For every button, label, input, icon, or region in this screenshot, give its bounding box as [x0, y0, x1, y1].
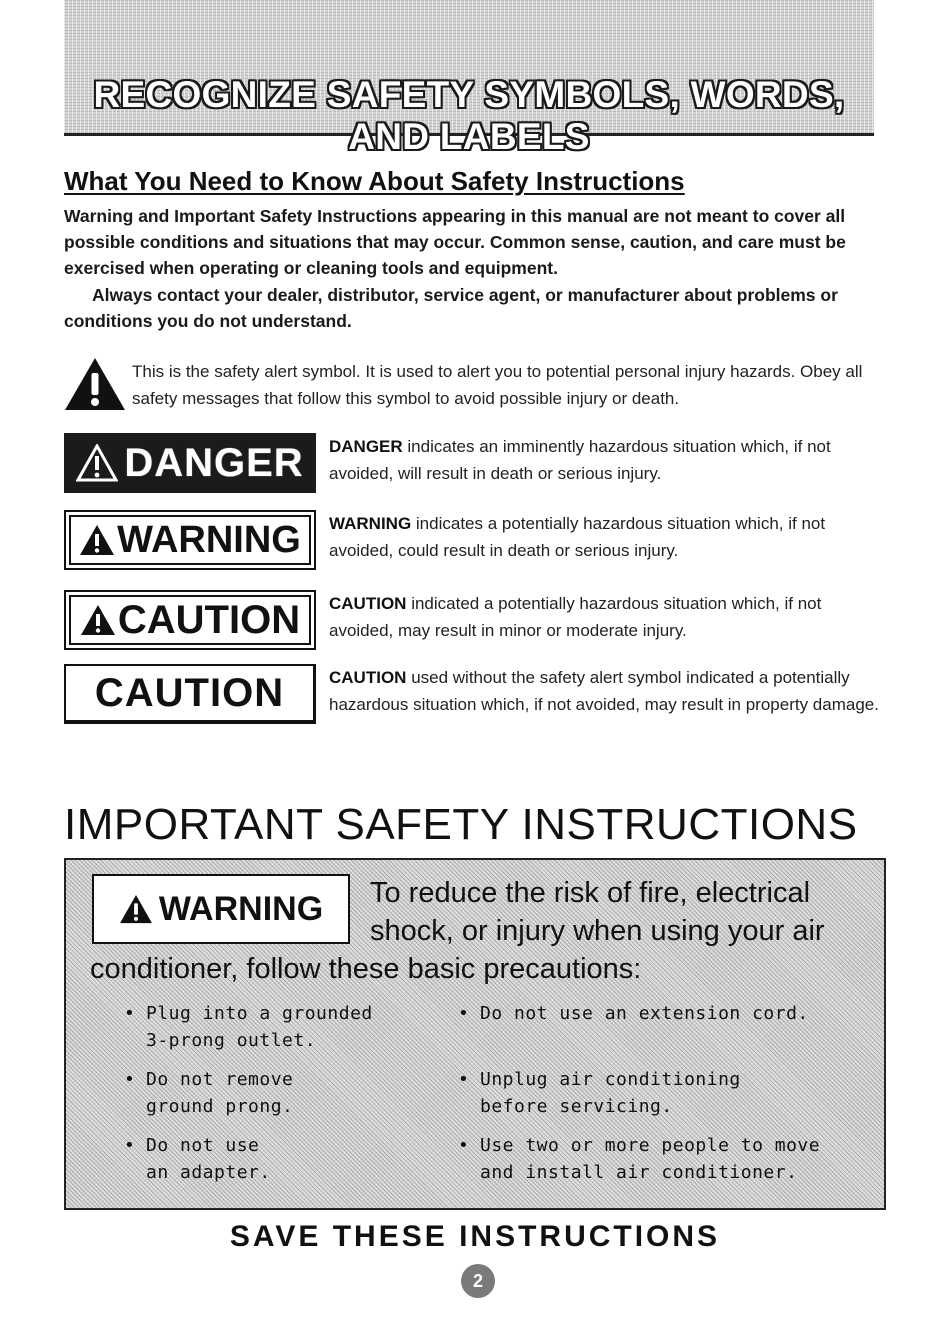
safety-alert-row — [64, 356, 884, 416]
safety-alert-triangle-icon — [64, 356, 126, 412]
danger-alert-icon — [76, 444, 118, 482]
precaution-line: an adapter. — [146, 1162, 271, 1183]
precaution-item — [124, 1000, 373, 1054]
precaution-line: Do not remove — [146, 1069, 294, 1090]
safety-alert-text: This is the safety alert symbol. It is used to alert you to potential personal injury hazards. Obey all safety messages that follow this symbol to avoid possible injury or death. — [132, 362, 863, 408]
warning-alert-icon — [79, 524, 115, 556]
important-heading: IMPORTANT SAFETY INSTRUCTIONS — [64, 800, 858, 849]
warning-term: WARNING — [329, 514, 412, 533]
bullet: • — [124, 1135, 136, 1156]
page-number: 2 — [461, 1264, 495, 1298]
precaution-item — [124, 1066, 293, 1120]
caution-plain-description — [329, 664, 889, 718]
save-instructions: SAVE THESE INSTRUCTIONS — [229, 1220, 721, 1253]
caution-alert-icon — [80, 604, 116, 636]
intro-paragraph-2: Always contact your dealer, distributor, service agent, or manufacturer about problems or conditions you do not understand. — [64, 285, 838, 331]
header-banner — [64, 0, 874, 157]
precaution-line: ground prong. — [146, 1096, 294, 1117]
bullet: • — [458, 1003, 470, 1024]
panel-warning-alert-icon — [119, 894, 153, 924]
precaution-line: Use two or more people to move — [480, 1135, 821, 1156]
danger-term: DANGER — [329, 437, 403, 456]
precaution-line: Plug into a grounded — [146, 1003, 373, 1024]
intro-paragraph-1: Warning and Important Safety Instructions appearing in this manual are not meant to cover all possible conditions and situations that may occur. Common sense, caution, and care must be exercised when operating or cleaning tools and equipment. — [64, 206, 846, 278]
danger-word: DANGER — [124, 440, 304, 485]
danger-label — [64, 433, 316, 493]
precaution-item — [458, 1000, 809, 1027]
bullet: • — [458, 1069, 470, 1090]
warning-label — [64, 510, 316, 570]
panel-headline-part1: To reduce the risk of fire, electrical shock, or injury when using your air — [370, 877, 825, 947]
caution-plain-text: used without the safety alert symbol indicated a potentially hazardous situation which, if not avoided, may result in property damage. — [329, 668, 879, 714]
panel-headline-part2: conditioner, follow these basic precautions: — [90, 953, 642, 985]
precaution-item — [458, 1132, 820, 1186]
precaution-item — [124, 1132, 271, 1186]
caution-plain-label — [64, 664, 316, 724]
precaution-line: before servicing. — [480, 1096, 673, 1117]
caution-plain-term: CAUTION — [329, 668, 407, 687]
banner-title: RECOGNIZE SAFETY SYMBOLS, WORDS, AND LABELS — [93, 74, 845, 157]
precaution-line: and install air conditioner. — [480, 1162, 798, 1183]
precaution-line: Do not use — [146, 1135, 260, 1156]
precaution-line: 3-prong outlet. — [146, 1030, 317, 1051]
precaution-line: Do not use an extension cord. — [480, 1003, 809, 1024]
warning-word: WARNING — [117, 518, 301, 561]
bullet: • — [124, 1069, 136, 1090]
panel-warning-word: WARNING — [158, 889, 324, 928]
caution-label — [64, 590, 316, 650]
precautions-panel — [64, 858, 886, 1210]
caution-plain-word: CAUTION — [94, 670, 285, 715]
warning-text: indicates a potentially hazardous situation which, if not avoided, could result in death or serious injury. — [329, 514, 826, 560]
caution-text: indicated a potentially hazardous situation which, if not avoided, may result in minor or moderate injury. — [329, 594, 822, 640]
section-heading: What You Need to Know About Safety Instructions — [64, 166, 685, 196]
bullet: • — [458, 1135, 470, 1156]
danger-text: indicates an imminently hazardous situation which, if not avoided, will result in death or serious injury. — [329, 437, 831, 483]
caution-word: CAUTION — [117, 597, 301, 642]
bullet: • — [124, 1003, 136, 1024]
warning-description — [329, 510, 889, 564]
precaution-item — [458, 1066, 741, 1120]
precaution-line: Unplug air conditioning — [480, 1069, 741, 1090]
caution-term: CAUTION — [329, 594, 407, 613]
caution-description — [329, 590, 889, 644]
panel-warning-label — [92, 874, 350, 944]
danger-description — [329, 433, 889, 487]
